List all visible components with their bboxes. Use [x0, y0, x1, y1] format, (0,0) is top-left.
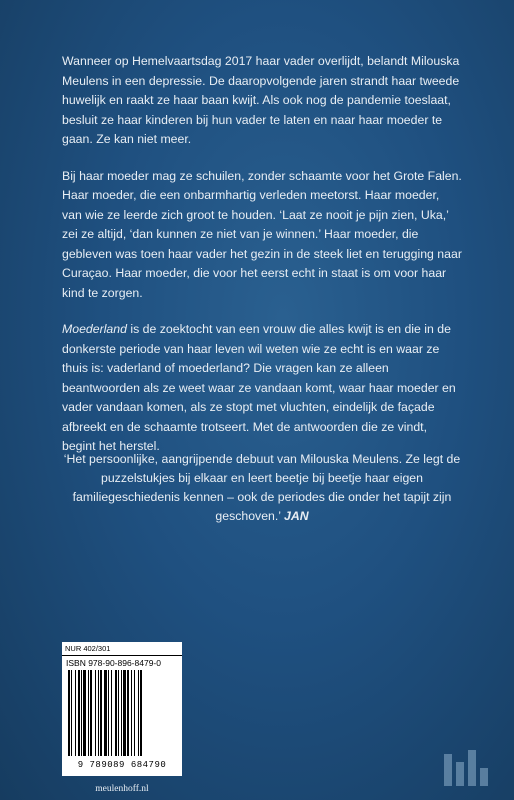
barcode-bar	[71, 670, 72, 756]
barcode-bar	[108, 670, 109, 756]
ean-digits: 9 789089 684790	[77, 760, 167, 770]
book-title: Moederland	[62, 322, 127, 336]
barcode-bar	[127, 670, 129, 756]
barcode-bar	[83, 670, 86, 756]
barcode-bar	[81, 670, 82, 756]
barcode-bar	[88, 670, 89, 756]
blurb-paragraph-3-text: is de zoektocht van een vrouw die alles kwijt is en die in de donkerste periode van haar leven wil weten wie ze echt is en waar ze thuis is: vaderland of moederland? Die vragen kan ze alleen beantwoorden als ze weet waar ze vandaan komt, waar haar moeder en vader vandaan komen, als ze stopt met vluchten, eindelijk de façade afbreekt en de schaamte trotseert. Met de antwoorden die ze vindt, begint het herstel.	[62, 322, 456, 453]
blurb-paragraph-1: Wanneer op Hemelvaartsdag 2017 haar vader overlijdt, belandt Milouska Meulens in een depressie. De daaropvolgende jaren strandt haar tweede huwelijk en raakt ze haar baan kwijt. Als ook nog de pandemie toeslaat, besluit ze haar kinderen bij hun vader te laten en naar haar moeder te gaan. Ze kan niet meer.	[62, 54, 460, 146]
blurb-paragraph-3	[62, 320, 462, 457]
barcode-bar	[95, 670, 96, 756]
barcode-bar	[98, 670, 99, 756]
review-quote	[62, 450, 462, 526]
publisher-logo-icon	[440, 748, 492, 788]
barcode-bar	[68, 670, 70, 756]
barcode-label	[62, 642, 182, 776]
barcode-bar	[123, 670, 126, 756]
barcode-bar	[104, 670, 107, 756]
barcode-bar	[134, 670, 135, 756]
barcode-bar	[140, 670, 142, 756]
barcode-bar	[115, 670, 117, 756]
barcode-bar	[90, 670, 92, 756]
isbn-text: ISBN 978-90-896-8479-0	[66, 658, 161, 668]
barcode-bar	[78, 670, 80, 756]
barcode-bar	[121, 670, 122, 756]
barcode-bar	[75, 670, 76, 756]
blurb	[62, 52, 462, 474]
nur-code: NUR 402/301	[62, 642, 182, 656]
barcode-bar	[111, 670, 112, 756]
quote-text: ‘Het persoonlijke, aangrijpende debuut van Milouska Meulens. Ze legt de puzzelstukjes bij elkaar en leert beetje bij beetje haar eigen familiegeschiedenis kennen – ook de periodes die onder het tapijt zijn geschoven.’	[63, 452, 461, 523]
blurb-paragraph-2: Bij haar moeder mag ze schuilen, zonder schaamte voor het Grote Falen. Haar moeder, die een onbarmhartig verleden meetorst. Haar moeder, van wie ze leerde zich groot te houden. ‘Laat ze nooit je pijn zien, Uka,’ zei ze altijd, ‘dan kunnen ze niet van je winnen.’ Haar moeder, die gebleven was toen haar vader het gezin in de steek liet en terugging naar Curaçao. Haar moeder, die voor het eerst echt in staat is om voor haar kind te zorgen.	[62, 168, 462, 300]
quote-source: JAN	[283, 509, 309, 523]
barcode-icon	[68, 670, 176, 758]
barcode-bar	[118, 670, 119, 756]
barcode-bar	[138, 670, 139, 756]
barcode-bar	[131, 670, 132, 756]
publisher-url: meulenhoff.nl	[95, 784, 149, 794]
barcode-bar	[100, 670, 102, 756]
